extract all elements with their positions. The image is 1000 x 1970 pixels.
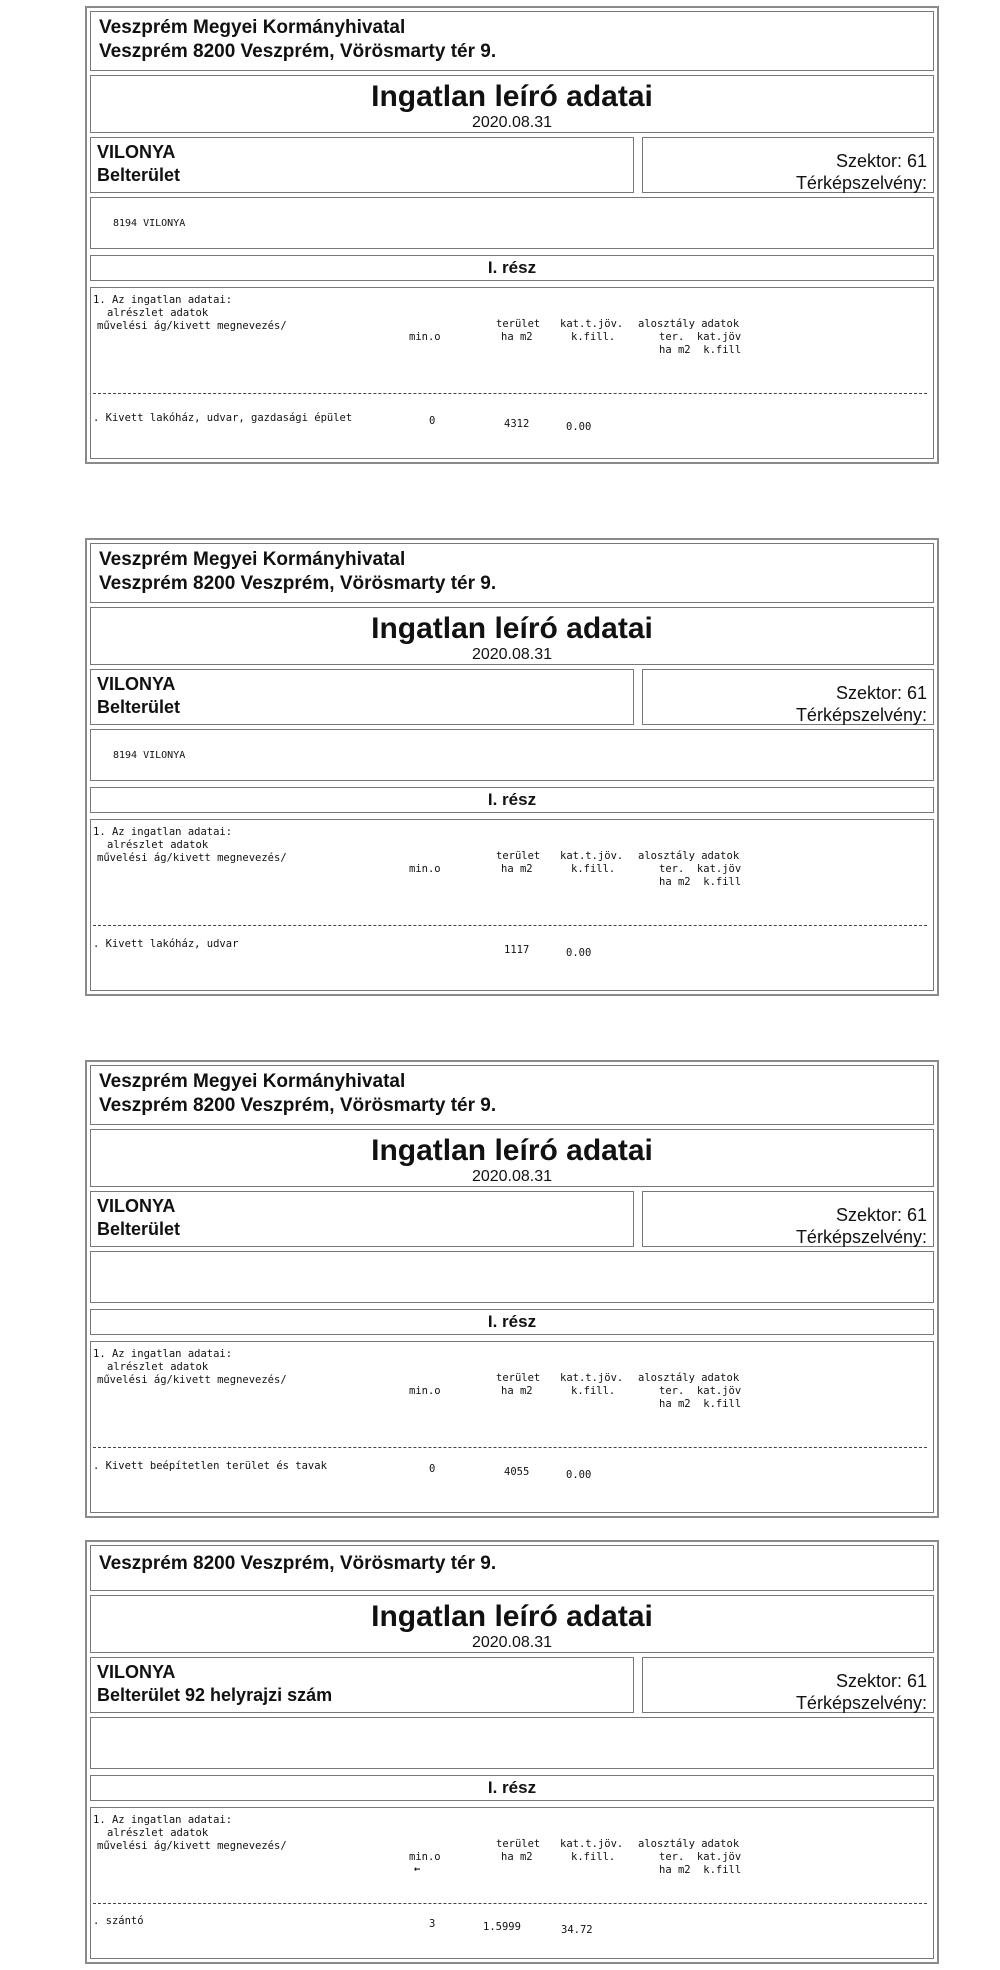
- col-area: terület: [496, 1372, 541, 1384]
- document-title: Ingatlan leíró adatai: [371, 80, 653, 113]
- postal-address-box: [90, 1251, 934, 1303]
- row-cultivation: . Kivett lakóház, udvar: [93, 938, 239, 950]
- row-cadastral-income: 0.00: [566, 421, 592, 433]
- col-area: terület: [496, 850, 541, 862]
- row-area: 4312: [504, 418, 530, 430]
- table-heading: 1. Az ingatlan adatai:: [93, 294, 233, 306]
- document-title-box: [90, 75, 934, 133]
- row-cultivation: . szántó: [93, 1915, 144, 1927]
- row-cadastral-income: 0.00: [566, 1469, 592, 1481]
- office-header: [90, 1545, 934, 1591]
- col-cadastral-income: kat.t.jöv.: [560, 1372, 624, 1384]
- col-kfill: k.fill.: [571, 1851, 616, 1863]
- postal-address-box: [90, 197, 934, 249]
- location-row: [90, 137, 934, 193]
- row-min: 0: [429, 1463, 436, 1475]
- col-subdivision: alosztály adatok: [638, 1838, 740, 1850]
- col-cadastral-income: kat.t.jöv.: [560, 318, 624, 330]
- office-header: [90, 11, 934, 71]
- document-date: 2020.08.31: [471, 646, 553, 663]
- settlement-name: VILONYA: [97, 674, 176, 694]
- location-box: [90, 137, 634, 193]
- subparcel-label: alrészlet adatok: [107, 1827, 209, 1839]
- col-area: terület: [496, 1838, 541, 1850]
- dashed-separator: [93, 1903, 927, 1904]
- document-date: 2020.08.31: [471, 1634, 553, 1651]
- property-sheet-2: [85, 538, 939, 996]
- property-sheet-3: [85, 1060, 939, 1518]
- row-cadastral-income: 34.72: [561, 1924, 593, 1936]
- col-min: min.o: [409, 1385, 441, 1397]
- office-address: Veszprém 8200 Veszprém, Vörösmarty tér 9.: [99, 1553, 497, 1574]
- document-title: Ingatlan leíró adatai: [371, 612, 653, 645]
- property-sheet-4: [85, 1540, 939, 1964]
- dashed-separator: [93, 1447, 927, 1448]
- location-row: [90, 1657, 934, 1713]
- document-date: 2020.08.31: [471, 114, 553, 131]
- arrow-mark-icon: ←: [414, 1863, 421, 1875]
- col-min: min.o: [409, 331, 441, 343]
- location-box: [90, 669, 634, 725]
- property-data-table: [90, 287, 934, 459]
- sector-number: Szektor: 61: [835, 1205, 927, 1225]
- sector-box: [642, 137, 934, 193]
- location-box: [90, 1191, 634, 1247]
- area-type: Belterület 92 helyrajzi szám: [97, 1685, 333, 1705]
- postal-address-box: [90, 729, 934, 781]
- col-sub-unit: ha m2 k.fill: [659, 1398, 742, 1410]
- part-heading: I. rész: [90, 255, 934, 281]
- document-title: Ingatlan leíró adatai: [371, 1600, 653, 1633]
- col-subdivision: alosztály adatok: [638, 850, 740, 862]
- col-cadastral-income: kat.t.jöv.: [560, 850, 624, 862]
- col-area-unit: ha m2: [501, 1851, 533, 1863]
- col-cadastral-income: kat.t.jöv.: [560, 1838, 624, 1850]
- office-name: Veszprém Megyei Kormányhivatal: [99, 17, 406, 38]
- document-title: Ingatlan leíró adatai: [371, 1134, 653, 1167]
- table-heading: 1. Az ingatlan adatai:: [93, 826, 233, 838]
- row-cadastral-income: 0.00: [566, 947, 592, 959]
- dashed-separator: [93, 925, 927, 926]
- part-heading: I. rész: [90, 1309, 934, 1335]
- row-cultivation: . Kivett lakóház, udvar, gazdasági épület: [93, 412, 353, 424]
- row-area: 1.5999: [483, 1921, 521, 1933]
- col-subdivision: alosztály adatok: [638, 1372, 740, 1384]
- office-header: [90, 543, 934, 603]
- row-min: 3: [429, 1918, 436, 1930]
- col-sub-area: ter. kat.jöv: [659, 1385, 742, 1397]
- map-sheet-label: Térképszelvény:: [795, 1227, 927, 1247]
- document-title-box: [90, 607, 934, 665]
- row-area: 1117: [504, 944, 530, 956]
- subparcel-label: alrészlet adatok: [107, 1361, 209, 1373]
- col-sub-unit: ha m2 k.fill: [659, 876, 742, 888]
- cultivation-label: művelési ág/kivett megnevezés/: [97, 1840, 287, 1852]
- col-sub-area: ter. kat.jöv: [659, 1851, 742, 1863]
- col-sub-unit: ha m2 k.fill: [659, 344, 742, 356]
- part-heading: I. rész: [90, 787, 934, 813]
- property-data-table: [90, 819, 934, 991]
- document-title-box: [90, 1595, 934, 1653]
- sector-box: [642, 1657, 934, 1713]
- area-type: Belterület: [97, 697, 181, 717]
- office-address: Veszprém 8200 Veszprém, Vörösmarty tér 9.: [99, 573, 497, 594]
- col-sub-area: ter. kat.jöv: [659, 331, 742, 343]
- area-type: Belterület: [97, 1219, 181, 1239]
- table-heading: 1. Az ingatlan adatai:: [93, 1348, 233, 1360]
- settlement-name: VILONYA: [97, 1662, 176, 1682]
- sector-number: Szektor: 61: [835, 1671, 927, 1691]
- document-date: 2020.08.31: [471, 1168, 553, 1185]
- col-min: min.o: [409, 863, 441, 875]
- sector-box: [642, 669, 934, 725]
- location-box: [90, 1657, 634, 1713]
- property-data-table: [90, 1341, 934, 1513]
- cultivation-label: művelési ág/kivett megnevezés/: [97, 852, 287, 864]
- col-sub-area: ter. kat.jöv: [659, 863, 742, 875]
- col-area-unit: ha m2: [501, 1385, 533, 1397]
- subparcel-label: alrészlet adatok: [107, 839, 209, 851]
- location-row: [90, 669, 934, 725]
- col-kfill: k.fill.: [571, 331, 616, 343]
- row-min: 0: [429, 415, 436, 427]
- cultivation-label: művelési ág/kivett megnevezés/: [97, 320, 287, 332]
- settlement-name: VILONYA: [97, 1196, 176, 1216]
- property-sheet-1: [85, 6, 939, 464]
- office-name: Veszprém Megyei Kormányhivatal: [99, 549, 406, 570]
- row-area: 4055: [504, 1466, 530, 1478]
- subparcel-label: alrészlet adatok: [107, 307, 209, 319]
- map-sheet-label: Térképszelvény:: [795, 1693, 927, 1713]
- dashed-separator: [93, 393, 927, 394]
- office-address: Veszprém 8200 Veszprém, Vörösmarty tér 9.: [99, 1095, 497, 1116]
- col-area: terület: [496, 318, 541, 330]
- postal-address: 8194 VILONYA: [113, 218, 186, 229]
- office-address: Veszprém 8200 Veszprém, Vörösmarty tér 9.: [99, 41, 497, 62]
- sector-number: Szektor: 61: [835, 151, 927, 171]
- col-min: min.o: [409, 1851, 441, 1863]
- settlement-name: VILONYA: [97, 142, 176, 162]
- postal-address-box: [90, 1717, 934, 1769]
- map-sheet-label: Térképszelvény:: [795, 705, 927, 725]
- area-type: Belterület: [97, 165, 181, 185]
- map-sheet-label: Térképszelvény:: [795, 173, 927, 193]
- location-row: [90, 1191, 934, 1247]
- col-kfill: k.fill.: [571, 863, 616, 875]
- col-kfill: k.fill.: [571, 1385, 616, 1397]
- part-heading: I. rész: [90, 1775, 934, 1801]
- property-data-table: [90, 1807, 934, 1959]
- document-title-box: [90, 1129, 934, 1187]
- row-cultivation: . Kivett beépítetlen terület és tavak: [93, 1460, 327, 1472]
- col-area-unit: ha m2: [501, 863, 533, 875]
- office-header: [90, 1065, 934, 1125]
- postal-address: 8194 VILONYA: [113, 750, 186, 761]
- col-sub-unit: ha m2 k.fill: [659, 1864, 742, 1876]
- cultivation-label: művelési ág/kivett megnevezés/: [97, 1374, 287, 1386]
- sector-box: [642, 1191, 934, 1247]
- table-heading: 1. Az ingatlan adatai:: [93, 1814, 233, 1826]
- col-subdivision: alosztály adatok: [638, 318, 740, 330]
- sector-number: Szektor: 61: [835, 683, 927, 703]
- office-name: Veszprém Megyei Kormányhivatal: [99, 1071, 406, 1092]
- col-area-unit: ha m2: [501, 331, 533, 343]
